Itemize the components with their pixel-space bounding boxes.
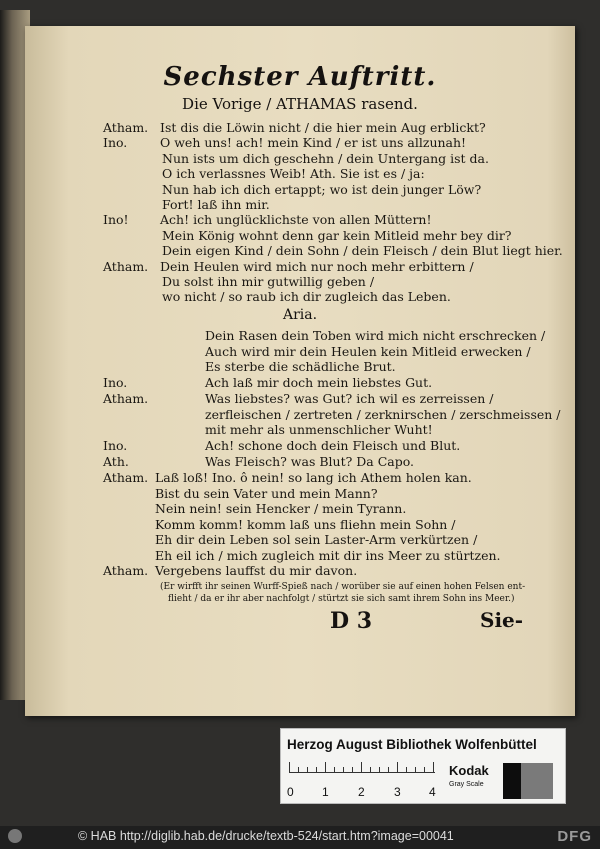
verse-line: Komm komm! komm laß uns fliehn mein Sohn /	[155, 516, 456, 532]
ruler-number: 4	[429, 785, 436, 799]
speaker-label: Ino!	[103, 212, 129, 228]
verse-line: O ich verlassnes Weib! Ath. Sie ist es / ja:	[162, 166, 425, 182]
verse-line: Eh dir dein Leben sol sein Laster-Arm verkürtzen /	[155, 532, 478, 547]
footer-credit-link[interactable]: © HAB http://diglib.hab.de/drucke/textb-524/start.htm?image=00041	[78, 829, 454, 843]
speaker-label: Ath.	[103, 453, 129, 469]
verse-line: Ach laß mir doch mein liebstes Gut.	[205, 375, 433, 391]
verse-line: Mein König wohnt denn gar kein Mitleid mehr bey dir?	[162, 227, 512, 243]
signature-mark: D 3	[330, 608, 373, 634]
ruler-number: 1	[322, 785, 329, 799]
verse-line: Dein eigen Kind / dein Sohn / dein Fleisch / dein Blut liegt hier.	[162, 243, 563, 259]
verse-line: zerfleischen / zertreten / zerknirschen / zerschmeissen /	[205, 406, 561, 422]
ruler-number: 2	[358, 785, 365, 799]
verse-line: Ach! schone doch dein Fleisch und Blut.	[205, 437, 461, 453]
verse-line: Dein Rasen dein Toben wird mich nicht erschrecken /	[205, 328, 546, 343]
scene-subtitle: Die Vorige / ATHAMAS rasend.	[182, 95, 418, 113]
speaker-label: Ino.	[103, 437, 128, 453]
verse-line: Nein nein! sein Hencker / mein Tyrann.	[155, 501, 407, 516]
verse-line: Bist du sein Vater und mein Mann?	[155, 485, 378, 501]
library-name: Herzog August Bibliothek Wolfenbüttel	[287, 737, 537, 752]
verse-line: Was liebstes? was Gut? ich wil es zerreissen /	[205, 390, 494, 406]
scene-title: Sechster Auftritt.	[163, 62, 437, 92]
verse-line: Es sterbe die schädliche Brut.	[205, 359, 396, 375]
speaker-label: Atham.	[103, 258, 149, 274]
verse-line: Auch wird mir dein Heulen kein Mitleid erwecken /	[205, 343, 531, 359]
verse-line: mit mehr als unmenschlicher Wuht!	[205, 422, 433, 438]
speaker-label: Ino.	[103, 375, 128, 391]
ruler-number: 3	[394, 785, 401, 799]
aria-heading: Aria.	[282, 307, 318, 323]
verse-line: Ach! ich unglücklichste von allen Müttern!	[160, 212, 432, 228]
gray-swatch	[521, 763, 553, 799]
verse-line: Fort! laß ihn mir.	[162, 197, 270, 212]
verse-line: Vergebens lauffst du mir davon.	[155, 563, 358, 578]
scale-ruler	[289, 759, 435, 773]
hab-emblem-icon	[8, 829, 22, 843]
ruler-number: 0	[287, 785, 294, 799]
black-swatch	[503, 763, 521, 799]
verse-line: Du solst ihn mir gutwillig geben /	[162, 274, 375, 289]
verse-line: Eh eil ich / mich zugleich mit dir ins Meer zu stürtzen.	[155, 547, 501, 563]
gray-scale-label: Gray Scale	[449, 781, 484, 788]
speaker-label: Atham.	[103, 120, 149, 135]
verse-line: Nun ists um dich geschehn / dein Untergang ist da.	[162, 150, 489, 166]
stage-direction-line: (Er wirfft ihr seinen Wurff-Spieß nach / worüber sie auf einen hohen Felsen ent-	[160, 582, 526, 592]
verse-line: Dein Heulen wird mich nur noch mehr erbittern /	[160, 258, 474, 274]
speaker-label: Atham.	[103, 470, 149, 485]
stage-direction-line: flieht / da er ihr aber nachfolgt / stürtzt sie sich samt ihrem Sohn ins Meer.)	[168, 594, 515, 604]
verse-line: Laß loß! Ino. ô nein! so lang ich Athem holen kan.	[155, 470, 472, 485]
speaker-label: Atham.	[103, 390, 149, 406]
verse-line: O weh uns! ach! mein Kind / er ist uns allzunah!	[160, 135, 467, 151]
verse-line: Ist dis die Löwin nicht / die hier mein Aug erblickt?	[160, 120, 486, 135]
verse-line: Was Fleisch? was Blut? Da Capo.	[205, 453, 415, 469]
kodak-brand: Kodak	[449, 763, 489, 778]
dfg-logo: DFG	[557, 828, 592, 845]
verse-line: Nun hab ich dich ertappt; wo ist dein junger Löw?	[162, 181, 482, 197]
speaker-label: Atham.	[103, 563, 149, 578]
speaker-label: Ino.	[103, 135, 128, 151]
verse-line: wo nicht / so raub ich dir zugleich das Leben.	[162, 289, 451, 305]
library-label	[280, 728, 566, 804]
catchword: Sie-	[480, 608, 524, 632]
